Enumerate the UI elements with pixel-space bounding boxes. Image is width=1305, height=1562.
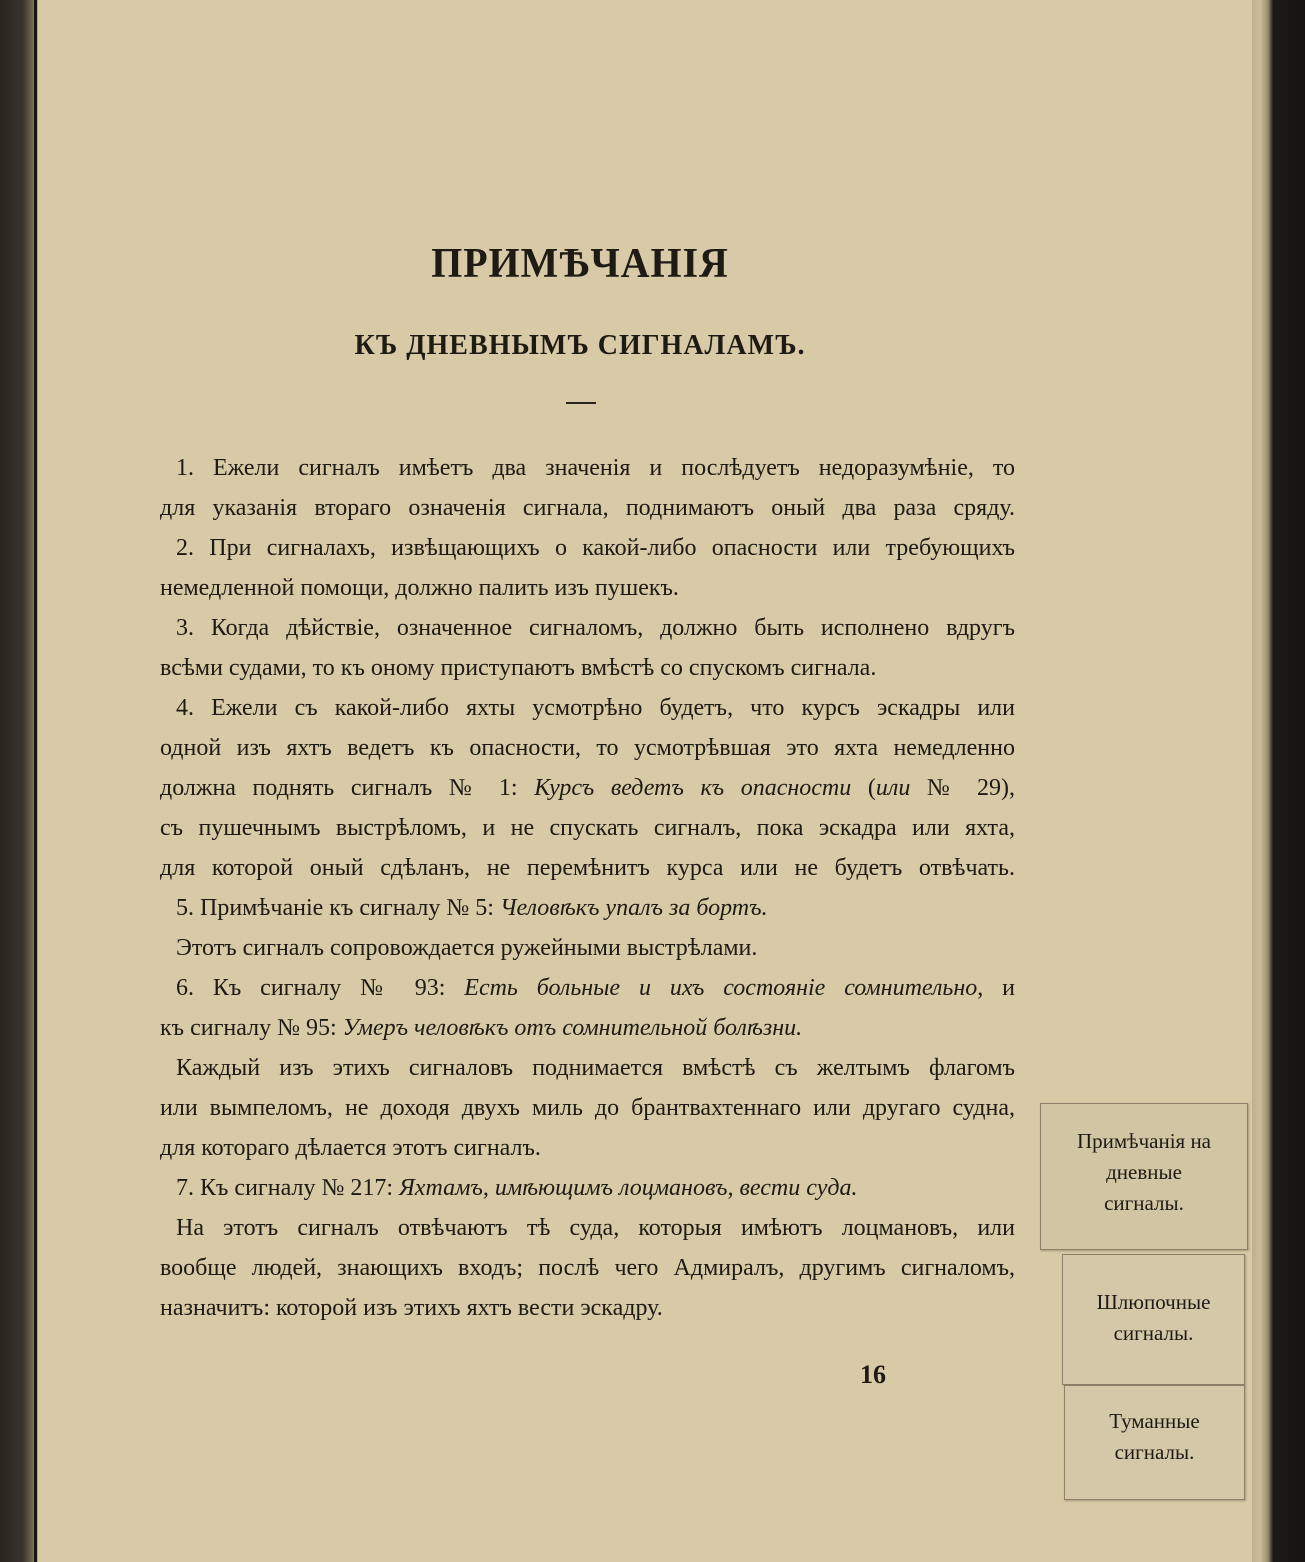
italic-signal-text: Курсъ ведетъ къ опасности [534, 775, 852, 801]
body-text [160, 450, 1015, 1330]
text-line [160, 770, 1015, 810]
text-segment: одной изъ яхтъ ведетъ къ опасности, то усмотрѣвшая это яхта немедленно [160, 735, 1015, 761]
text-line [160, 1290, 1015, 1330]
text-segment: съ пушечнымъ выстрѣломъ, и не спускать сигналъ, пока эскадра или яхта, [160, 815, 1015, 841]
tab-label: Туманные [1109, 1409, 1200, 1433]
spine-edge [34, 0, 37, 1562]
page-edge [1252, 0, 1305, 1562]
text-line [160, 570, 1015, 610]
page-title: ПРИМѢЧАНІЯ [431, 241, 729, 287]
text-line [160, 1250, 1015, 1290]
text-line [160, 450, 1015, 490]
italic-signal-text: Умеръ человѣкъ отъ сомнительной болѣзни. [342, 1015, 803, 1041]
tab-label: дневные [1106, 1160, 1182, 1184]
tab-label: Примѣчанія на [1076, 1129, 1212, 1153]
text-segment: вообще людей, знающихъ входъ; послѣ чего Адмиралъ, другимъ сигналомъ, [160, 1255, 1015, 1281]
page-subtitle: КЪ ДНЕВНЫМЪ СИГНАЛАМЪ. [354, 330, 806, 361]
text-segment: 6. Къ сигналу № 93: [176, 975, 465, 1001]
text-segment: всѣми судами, то къ оному приступаютъ вмѣстѣ со спускомъ сигнала. [160, 655, 877, 681]
text-line [160, 690, 1015, 730]
divider [566, 402, 596, 404]
text-segment: для которой оный сдѣланъ, не перемѣнитъ курса или не будетъ отвѣчать. [160, 855, 1015, 881]
text-line [160, 850, 1015, 890]
tab-label: Шлюпочные [1096, 1290, 1211, 1314]
text-line [160, 1170, 1015, 1210]
tab-label: сигналы. [1114, 1440, 1195, 1464]
text-segment: На этотъ сигналъ отвѣчаютъ тѣ суда, которыя имѣютъ лоцмановъ, или [176, 1215, 1015, 1241]
text-line [160, 1050, 1015, 1090]
text-segment: назначитъ: которой изъ этихъ яхтъ вести эскадру. [160, 1295, 663, 1321]
text-segment: 4. Ежели съ какой-либо яхты усмотрѣно будетъ, что курсъ эскадры или [176, 695, 1015, 721]
text-segment: 5. Примѣчаніе къ сигналу № 5: [176, 895, 500, 921]
tab-label: сигналы. [1113, 1321, 1194, 1345]
text-line [160, 730, 1015, 770]
tab-label: сигналы. [1104, 1191, 1184, 1215]
tab-fog-signals[interactable] [1064, 1385, 1245, 1500]
text-segment: 1. Ежели сигналъ имѣетъ два значенія и послѣдуетъ недоразумѣніе, то [176, 455, 1015, 481]
text-segment: 7. Къ сигналу № 217: [176, 1175, 400, 1201]
text-segment: , и [977, 975, 1015, 1001]
text-segment: къ сигналу № 95: [160, 1015, 343, 1041]
text-line [160, 610, 1015, 650]
text-line [160, 530, 1015, 570]
text-segment: для указанія втораго означенія сигнала, поднимаютъ оный два раза сряду. [160, 495, 1015, 521]
italic-signal-text: Яхтамъ, имѣющимъ лоцмановъ, вести суда. [399, 1175, 858, 1201]
text-line [160, 490, 1015, 530]
book-spine [0, 0, 38, 1562]
text-line [160, 1090, 1015, 1130]
text-line [160, 930, 1015, 970]
italic-signal-text: Есть больные и ихъ состояніе сомнительно [464, 975, 978, 1001]
page-number: 16 [860, 1360, 886, 1389]
text-line [160, 1010, 1015, 1050]
text-line [160, 970, 1015, 1010]
text-line [160, 890, 1015, 930]
text-segment: 2. При сигналахъ, извѣщающихъ о какой-либо опасности или требующихъ [176, 535, 1015, 561]
text-line [160, 1210, 1015, 1250]
italic-signal-text: Человѣкъ упалъ за бортъ. [499, 895, 768, 921]
text-line [160, 650, 1015, 690]
text-segment: 3. Когда дѣйствіе, означенное сигналомъ, должно быть исполнено вдругъ [176, 615, 1015, 641]
text-segment: немедленной помощи, должно палить изъ пушекъ. [160, 575, 679, 601]
text-segment: для котораго дѣлается этотъ сигналъ. [160, 1135, 541, 1161]
italic-signal-text: или [875, 775, 911, 801]
tab-day-signal-notes[interactable] [1040, 1103, 1248, 1250]
text-line [160, 1130, 1015, 1170]
text-line [160, 810, 1015, 850]
text-segment: или вымпеломъ, не доходя двухъ миль до брантвахтеннаго или другаго судна, [160, 1095, 1015, 1121]
tab-boat-signals[interactable] [1062, 1254, 1245, 1385]
text-segment: Этотъ сигналъ сопровождается ружейными выстрѣлами. [176, 935, 758, 961]
text-segment: должна поднять сигналъ № 1: [160, 775, 535, 801]
text-segment: ( [851, 775, 876, 801]
text-segment: № 29), [910, 775, 1015, 801]
text-segment: Каждый изъ этихъ сигналовъ поднимается вмѣстѣ съ желтымъ флагомъ [176, 1055, 1015, 1081]
